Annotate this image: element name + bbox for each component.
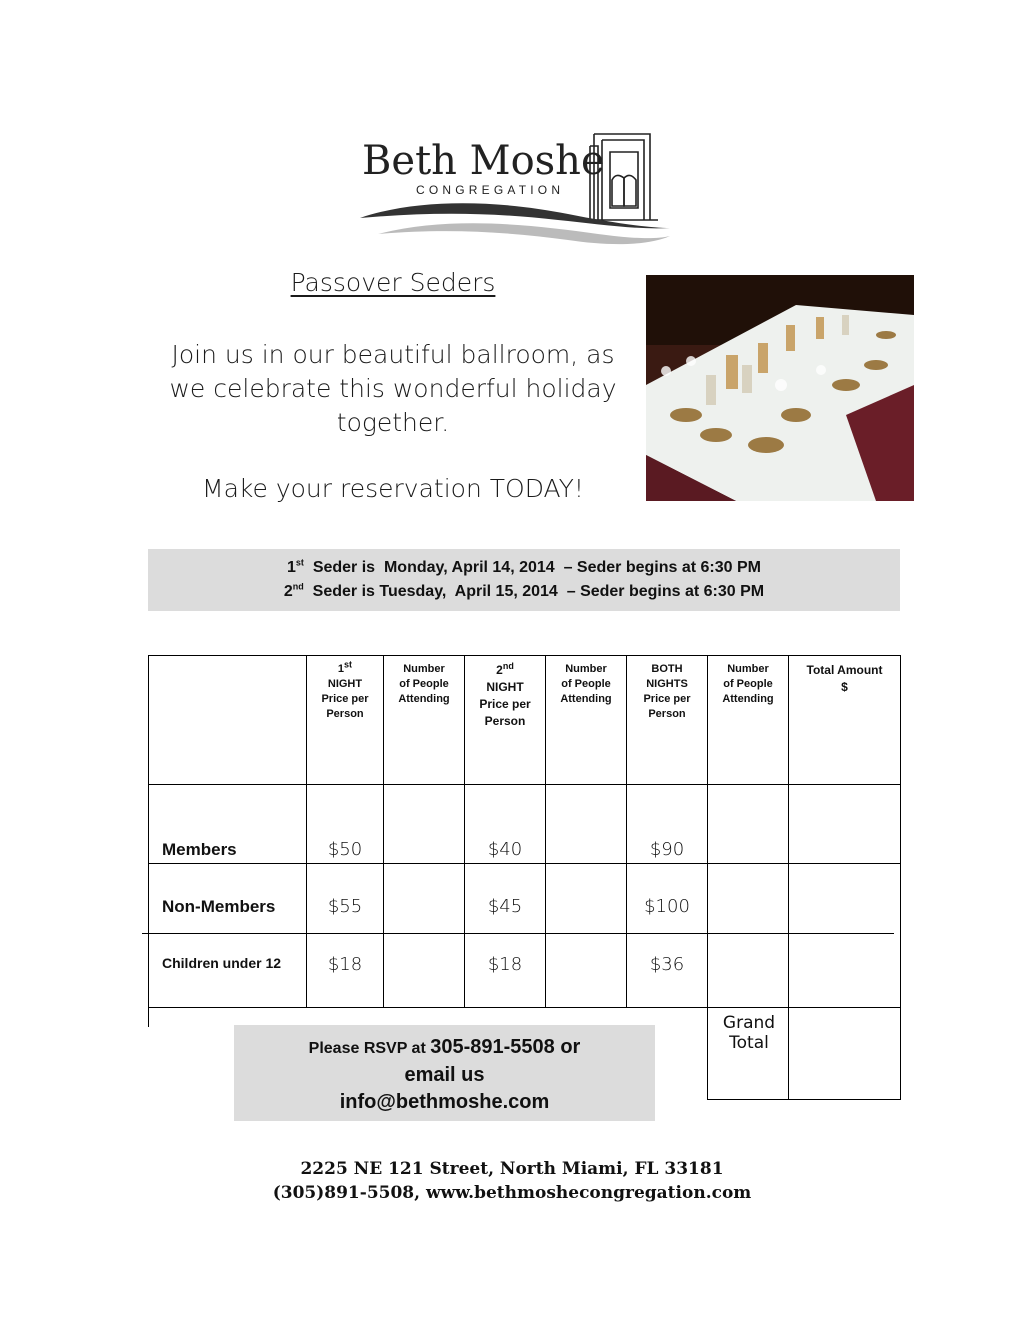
header-night2-attending <box>546 662 626 707</box>
reservation-call: Make your reservation TODAY! <box>202 474 584 503</box>
first-seder-text: Seder is Monday, April 14, 2014 – Seder begins at 6:30 PM <box>303 559 761 576</box>
page-title: Passover Seders <box>290 268 496 297</box>
price-children-night1: $18 <box>327 954 363 975</box>
price-nonmembers-both: $100 <box>644 896 690 917</box>
banquet-photo <box>646 275 914 501</box>
header-night2-l3: Price per <box>479 697 531 711</box>
second-seder-sup: nd <box>292 581 304 592</box>
table-rule <box>707 1099 901 1100</box>
header-att3-l3: Attending <box>722 693 774 705</box>
header-att2-l2: of People <box>561 678 611 690</box>
header-night1-l4: Person <box>326 708 364 720</box>
second-seder-text: Seder is Tuesday, April 15, 2014 – Seder begins at 6:30 PM <box>303 583 765 600</box>
header-both-l4: Person <box>648 708 686 720</box>
price-children-both: $36 <box>649 954 685 975</box>
header-both-price <box>627 662 707 722</box>
table-col-line <box>383 655 384 1007</box>
header-night1-attending <box>384 662 464 707</box>
header-night2-l4: Person <box>484 714 526 728</box>
invitation-line-3: together. <box>336 408 450 437</box>
row-label-non-members: Non-Members <box>162 897 276 916</box>
header-both-l3: Price per <box>643 693 691 705</box>
logo-swoosh <box>360 203 670 228</box>
header-night1-l3: Price per <box>321 693 369 705</box>
rsvp-email[interactable]: info@bethmoshe.com <box>339 1091 550 1113</box>
header-total-amount <box>789 662 900 696</box>
table-col-line <box>707 655 708 1100</box>
rsvp-line-1 <box>234 1034 655 1062</box>
table-col-line <box>545 655 546 1007</box>
price-nonmembers-night1: $55 <box>327 896 363 917</box>
header-att3-l1: Number <box>727 663 769 675</box>
price-members-night2: $40 <box>487 839 523 860</box>
grand-total-label <box>709 1013 789 1053</box>
first-seder-sup: st <box>295 557 304 568</box>
first-seder-num: 1 <box>287 559 296 576</box>
rsvp-prefix: Please RSVP at <box>308 1040 431 1057</box>
price-nonmembers-night2: $45 <box>487 896 523 917</box>
beth-moshe-logo <box>358 128 678 253</box>
header-night1-sup: st <box>344 659 353 670</box>
second-seder-num: 2 <box>283 583 293 600</box>
header-night1-num: 1 <box>337 663 345 675</box>
header-night2-num: 2 <box>496 663 503 677</box>
rsvp-box <box>234 1025 655 1121</box>
footer-contact[interactable]: (305)891-5508, www.bethmoshecongregation.com <box>272 1183 752 1203</box>
header-total-l2: $ <box>841 680 848 694</box>
header-night2-l2: NIGHT <box>486 680 524 694</box>
table-rule <box>142 933 894 934</box>
header-att2-l1: Number <box>565 663 607 675</box>
invitation-text <box>150 338 636 440</box>
row-label-members: Members <box>162 840 237 859</box>
seder-dates-band <box>148 549 900 611</box>
first-seder-date <box>148 556 900 580</box>
header-both-l2: NIGHTS <box>646 678 688 690</box>
invitation-line-1: Join us in our beautiful ballroom, as <box>171 340 615 369</box>
header-night2-sup: nd <box>502 661 514 671</box>
header-att1-l1: Number <box>403 663 445 675</box>
header-night1-price <box>307 659 383 722</box>
header-att1-l2: of People <box>399 678 449 690</box>
header-both-attending <box>708 662 788 707</box>
header-night2-price <box>465 662 545 730</box>
header-att1-l3: Attending <box>398 693 450 705</box>
price-children-night2: $18 <box>487 954 523 975</box>
second-seder-date <box>148 580 900 604</box>
header-night1-l2: NIGHT <box>327 678 363 690</box>
header-both-l1: BOTH <box>651 663 683 675</box>
invitation-line-2: we celebrate this wonderful holiday <box>169 374 617 403</box>
table-border-right <box>900 655 901 1100</box>
grand-total-l1: Grand <box>722 1013 776 1033</box>
logo-subtitle: CONGREGATION <box>416 183 565 197</box>
header-att2-l3: Attending <box>560 693 612 705</box>
price-members-both: $90 <box>649 839 685 860</box>
rsvp-phone: 305-891-5508 or <box>430 1036 581 1058</box>
table-border-left <box>148 655 149 1027</box>
rsvp-line-2: email us <box>404 1064 485 1086</box>
header-att3-l2: of People <box>723 678 773 690</box>
footer <box>150 1157 874 1205</box>
footer-address: 2225 NE 121 Street, North Miami, FL 33181 <box>300 1159 724 1179</box>
row-label-children: Children under 12 <box>162 955 282 971</box>
logo-name: Beth Moshe <box>362 138 605 184</box>
header-total-l1: Total Amount <box>806 663 883 677</box>
grand-total-l2: Total <box>729 1033 769 1053</box>
price-members-night1: $50 <box>327 839 363 860</box>
